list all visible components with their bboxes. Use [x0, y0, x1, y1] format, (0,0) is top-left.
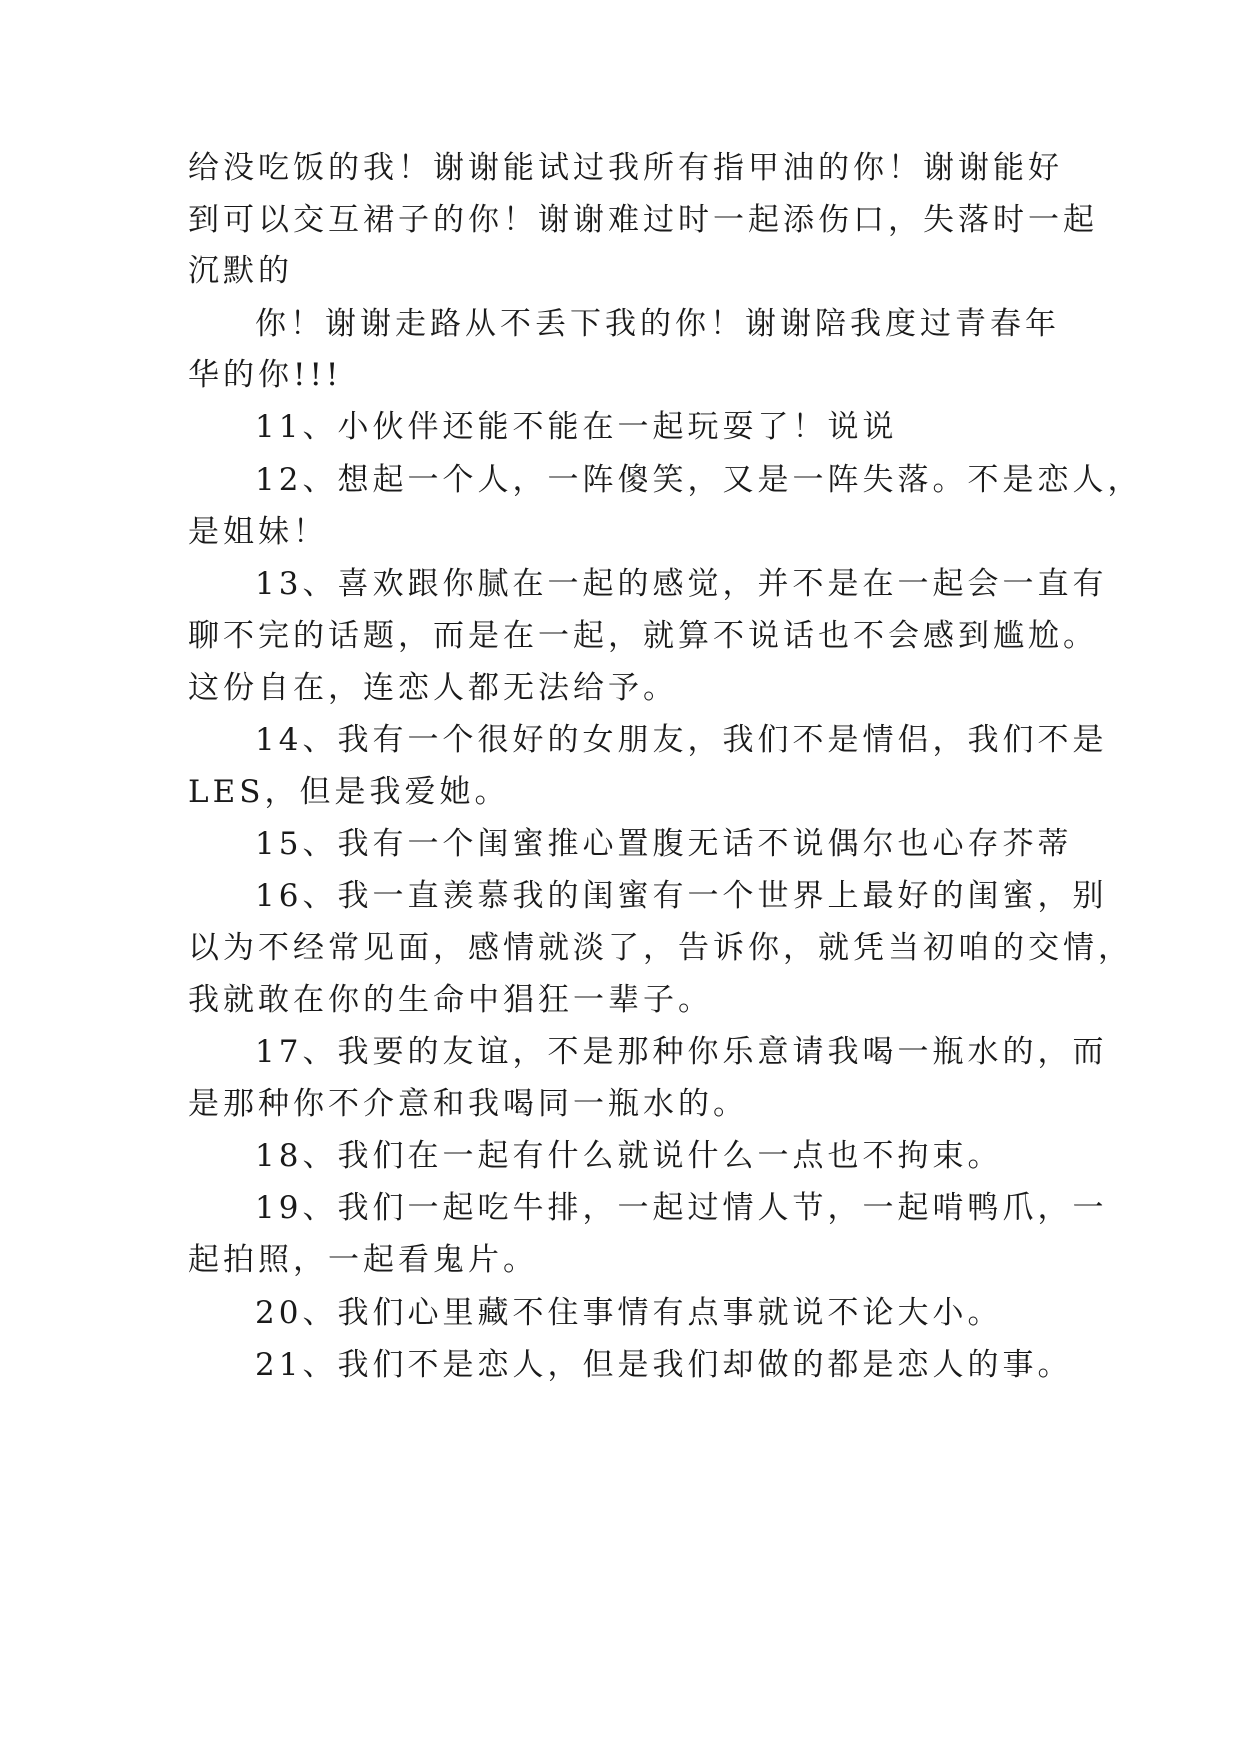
text-line: 起拍照，一起看鬼片。 [188, 1242, 538, 1278]
list-item-20: 20、我们心里藏不住事情有点事就说不论大小。 [255, 1295, 1003, 1331]
text-line: 到可以交互裙子的你！谢谢难过时一起添伤口，失落时一起 [188, 202, 1098, 238]
text-line: 这份自在，连恋人都无法给予。 [188, 670, 678, 706]
text-line: 沉默的 [188, 253, 293, 289]
text-line: 我就敢在你的生命中猖狂一辈子。 [188, 982, 713, 1018]
list-item-12: 12、想起一个人，一阵傻笑，又是一阵失落。不是恋人， [255, 462, 1143, 498]
text-line: 你！谢谢走路从不丢下我的你！谢谢陪我度过青春年 [255, 306, 1060, 342]
text-line: 聊不完的话题，而是在一起，就算不说话也不会感到尴尬。 [188, 618, 1098, 654]
list-item-16: 16、我一直羡慕我的闺蜜有一个世界上最好的闺蜜，别 [255, 878, 1108, 914]
text-line: 给没吃饭的我！谢谢能试过我所有指甲油的你！谢谢能好 [188, 150, 1063, 186]
list-item-13: 13、喜欢跟你腻在一起的感觉，并不是在一起会一直有 [255, 566, 1108, 602]
list-item-19: 19、我们一起吃牛排，一起过情人节，一起啃鸭爪，一 [255, 1190, 1108, 1226]
list-item-21: 21、我们不是恋人，但是我们却做的都是恋人的事。 [255, 1347, 1073, 1383]
text-line: 是姐妹！ [188, 514, 328, 550]
list-item-18: 18、我们在一起有什么就说什么一点也不拘束。 [255, 1138, 1003, 1174]
text-line: 以为不经常见面，感情就淡了，告诉你，就凭当初咱的交情， [188, 930, 1133, 966]
list-item-14: 14、我有一个很好的女朋友，我们不是情侣，我们不是 [255, 722, 1108, 758]
text-line: 华的你!!! [188, 357, 343, 393]
text-line: 是那种你不介意和我喝同一瓶水的。 [188, 1086, 748, 1122]
list-item-15: 15、我有一个闺蜜推心置腹无话不说偶尔也心存芥蒂 [255, 826, 1073, 862]
list-item-11: 11、小伙伴还能不能在一起玩耍了！说说 [255, 409, 898, 445]
text-line: LES，但是我爱她。 [188, 774, 510, 810]
list-item-17: 17、我要的友谊，不是那种你乐意请我喝一瓶水的，而 [255, 1034, 1108, 1070]
